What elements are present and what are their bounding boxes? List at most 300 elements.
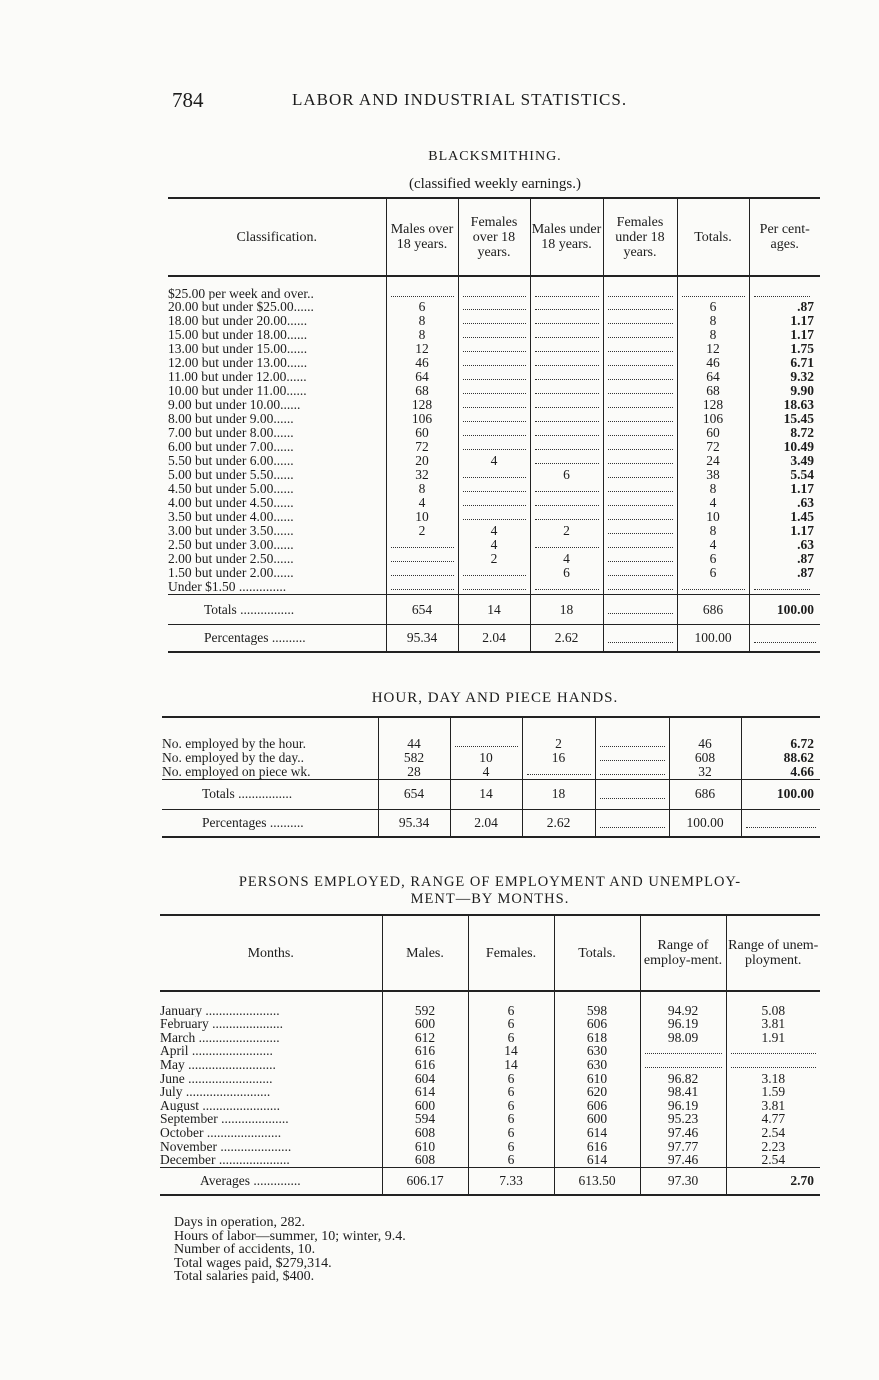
row-label: Under $1.50 .............. bbox=[168, 580, 287, 595]
table-row bbox=[168, 482, 820, 496]
table-cell: 2.54 bbox=[726, 1126, 820, 1140]
table-cell: 598 bbox=[554, 991, 640, 1017]
table-cell: 6 bbox=[468, 1085, 554, 1099]
row-label: December ..................... bbox=[160, 1153, 290, 1168]
table-cell: 15.45 bbox=[749, 412, 820, 426]
col-header-males-over-18: Males over 18 years. bbox=[386, 198, 458, 276]
table-cell: 106 bbox=[677, 412, 749, 426]
dot-leader bbox=[608, 398, 673, 408]
table-row bbox=[168, 356, 820, 370]
dot-leader bbox=[608, 454, 673, 464]
table-cell: .63 bbox=[749, 496, 820, 510]
dot-leader bbox=[608, 580, 673, 590]
table-cell: 612 bbox=[382, 1031, 468, 1045]
col-header-classification: Classification. bbox=[236, 229, 317, 245]
dot-leader bbox=[535, 426, 599, 436]
page-number: 784 bbox=[172, 88, 204, 112]
percentages-row bbox=[162, 809, 820, 837]
table-cell bbox=[458, 496, 530, 510]
table-row bbox=[160, 991, 820, 1017]
table-cell: 600 bbox=[382, 1099, 468, 1113]
totals-row bbox=[162, 779, 820, 809]
table-cell bbox=[458, 276, 530, 300]
dot-leader bbox=[608, 524, 673, 534]
table-cell: 96.19 bbox=[640, 1017, 726, 1031]
dot-leader bbox=[535, 356, 599, 366]
table-cell: 128 bbox=[386, 398, 458, 412]
dot-leader bbox=[391, 566, 454, 576]
table-cell: 6.72 bbox=[741, 737, 820, 751]
table-row bbox=[168, 580, 820, 594]
dot-leader bbox=[391, 552, 454, 562]
table-cell: 2.04 bbox=[450, 809, 522, 837]
table-cell: 606 bbox=[554, 1099, 640, 1113]
table-cell: 613.50 bbox=[554, 1167, 640, 1195]
table-cell: 18.63 bbox=[749, 398, 820, 412]
table-cell: 6 bbox=[468, 1140, 554, 1154]
table-cell bbox=[741, 809, 820, 837]
dot-leader bbox=[535, 314, 599, 324]
col-header-totals: Totals. bbox=[677, 198, 749, 276]
dot-leader bbox=[463, 384, 526, 394]
table-cell bbox=[386, 276, 458, 300]
table-row bbox=[168, 276, 820, 300]
percentages-row-label: Percentages .......... bbox=[204, 630, 306, 646]
table-cell bbox=[458, 398, 530, 412]
table-cell: 8 bbox=[386, 314, 458, 328]
dot-leader bbox=[645, 1058, 722, 1068]
table-cell bbox=[386, 566, 458, 580]
table-cell: 97.77 bbox=[640, 1140, 726, 1154]
table-cell: 608 bbox=[669, 751, 741, 765]
table-row bbox=[168, 524, 820, 538]
totals-row bbox=[168, 594, 820, 624]
table-cell bbox=[530, 426, 603, 440]
table-cell: 620 bbox=[554, 1085, 640, 1099]
dot-leader bbox=[535, 300, 599, 310]
months-table bbox=[160, 914, 820, 1196]
table-cell: 97.46 bbox=[640, 1153, 726, 1167]
dot-leader bbox=[608, 342, 673, 352]
dot-leader bbox=[463, 580, 526, 590]
table-cell bbox=[530, 356, 603, 370]
table-cell: 2 bbox=[522, 737, 595, 751]
table-cell: 4 bbox=[450, 765, 522, 779]
dot-leader bbox=[682, 287, 745, 297]
table-cell: 2.23 bbox=[726, 1140, 820, 1154]
dot-leader bbox=[455, 737, 518, 747]
table-cell bbox=[530, 580, 603, 594]
table-cell bbox=[603, 624, 677, 652]
table-cell: 72 bbox=[386, 440, 458, 454]
row-label: 20.00 but under $25.00...... bbox=[168, 300, 314, 315]
table-cell: 9.32 bbox=[749, 370, 820, 384]
table-cell bbox=[603, 384, 677, 398]
dot-leader bbox=[535, 370, 599, 380]
table-cell: 6 bbox=[468, 1126, 554, 1140]
table-cell: 2.70 bbox=[726, 1167, 820, 1195]
table-cell bbox=[603, 580, 677, 594]
spacer-cell bbox=[522, 717, 595, 737]
table-row bbox=[162, 737, 820, 751]
dot-leader bbox=[535, 287, 599, 297]
table-cell: 8 bbox=[386, 328, 458, 342]
table-cell: 128 bbox=[677, 398, 749, 412]
table-cell: .87 bbox=[749, 552, 820, 566]
table-cell: 616 bbox=[554, 1140, 640, 1154]
dot-leader bbox=[754, 287, 811, 297]
table-cell: 96.82 bbox=[640, 1072, 726, 1086]
table-cell bbox=[726, 1058, 820, 1072]
table-cell bbox=[458, 342, 530, 356]
table-cell: 100.00 bbox=[677, 624, 749, 652]
row-label: August ....................... bbox=[160, 1098, 281, 1113]
row-label: 12.00 but under 13.00...... bbox=[168, 356, 308, 371]
table-cell: 4 bbox=[386, 496, 458, 510]
dot-leader bbox=[608, 328, 673, 338]
table-cell: 1.59 bbox=[726, 1085, 820, 1099]
col-header-males: Males. bbox=[382, 915, 468, 991]
col-header-females: Females. bbox=[468, 915, 554, 991]
table-cell bbox=[530, 370, 603, 384]
table-cell: 46 bbox=[669, 737, 741, 751]
table-cell: 98.41 bbox=[640, 1085, 726, 1099]
table-cell: 610 bbox=[382, 1140, 468, 1154]
table-cell bbox=[603, 440, 677, 454]
table-row bbox=[162, 765, 820, 779]
table-cell: 20 bbox=[386, 454, 458, 468]
table-row bbox=[168, 510, 820, 524]
table-cell bbox=[530, 384, 603, 398]
row-label: 3.50 but under 4.00...... bbox=[168, 510, 294, 525]
table-cell: 95.23 bbox=[640, 1112, 726, 1126]
table-cell: 96.19 bbox=[640, 1099, 726, 1113]
row-label: October ...................... bbox=[160, 1126, 282, 1140]
averages-row bbox=[160, 1167, 820, 1195]
table-cell bbox=[458, 384, 530, 398]
table-cell: 686 bbox=[669, 779, 741, 809]
spacer-cell bbox=[741, 717, 820, 737]
totals-row-label: Totals ................ bbox=[204, 601, 295, 617]
table-cell: 14 bbox=[450, 779, 522, 809]
table-cell bbox=[530, 328, 603, 342]
table-cell: 12 bbox=[677, 342, 749, 356]
dot-leader bbox=[608, 287, 673, 297]
dot-leader bbox=[600, 818, 665, 828]
table-cell bbox=[530, 398, 603, 412]
dot-leader bbox=[463, 440, 526, 450]
table-cell bbox=[640, 1058, 726, 1072]
table-cell: 3.81 bbox=[726, 1099, 820, 1113]
dot-leader bbox=[463, 468, 526, 478]
table-cell bbox=[749, 624, 820, 652]
table-cell: 5.08 bbox=[726, 991, 820, 1017]
table-cell: 6 bbox=[468, 991, 554, 1017]
row-label: 9.00 but under 10.00...... bbox=[168, 398, 301, 413]
table-cell bbox=[386, 552, 458, 566]
table-cell bbox=[603, 370, 677, 384]
table-cell bbox=[603, 276, 677, 300]
dot-leader bbox=[608, 384, 673, 394]
table-cell: 1.91 bbox=[726, 1031, 820, 1045]
row-label: 6.00 but under 7.00...... bbox=[168, 440, 294, 455]
table-cell: 44 bbox=[378, 737, 450, 751]
table-cell bbox=[595, 751, 669, 765]
row-label: 3.00 but under 3.50...... bbox=[168, 524, 294, 539]
dot-leader bbox=[608, 633, 673, 643]
table-cell bbox=[640, 1044, 726, 1058]
table-cell: 618 bbox=[554, 1031, 640, 1045]
table-cell: 1.45 bbox=[749, 510, 820, 524]
dot-leader bbox=[645, 1044, 722, 1054]
table-cell: 32 bbox=[386, 468, 458, 482]
table-cell: 46 bbox=[386, 356, 458, 370]
table-cell: 68 bbox=[386, 384, 458, 398]
dot-leader bbox=[608, 300, 673, 310]
table-cell: 1.17 bbox=[749, 328, 820, 342]
table-spacer bbox=[162, 717, 820, 737]
dot-leader bbox=[754, 633, 817, 643]
table-cell: 16 bbox=[522, 751, 595, 765]
table-cell: 88.62 bbox=[741, 751, 820, 765]
table-cell bbox=[458, 426, 530, 440]
table-cell: 686 bbox=[677, 594, 749, 624]
table-row bbox=[160, 1031, 820, 1045]
table-cell bbox=[603, 510, 677, 524]
table-cell: 6 bbox=[386, 300, 458, 314]
table-cell: 100.00 bbox=[741, 779, 820, 809]
dot-leader bbox=[600, 737, 665, 747]
dot-leader bbox=[391, 580, 454, 590]
table-cell bbox=[522, 765, 595, 779]
table-cell bbox=[458, 468, 530, 482]
table-cell: 2.54 bbox=[726, 1153, 820, 1167]
table-cell: 10 bbox=[386, 510, 458, 524]
table-cell: 14 bbox=[468, 1058, 554, 1072]
dot-leader bbox=[608, 566, 673, 576]
table-cell: 616 bbox=[382, 1044, 468, 1058]
dot-leader bbox=[391, 538, 454, 548]
table-cell bbox=[530, 412, 603, 426]
dot-leader bbox=[391, 287, 454, 297]
table-row bbox=[160, 1017, 820, 1031]
dot-leader bbox=[463, 314, 526, 324]
table-cell: 18 bbox=[530, 594, 603, 624]
table-cell bbox=[458, 356, 530, 370]
table-cell bbox=[677, 276, 749, 300]
table-row bbox=[168, 538, 820, 552]
table-cell: 6 bbox=[468, 1099, 554, 1113]
table-cell: 64 bbox=[386, 370, 458, 384]
table-cell bbox=[530, 300, 603, 314]
table-row bbox=[162, 751, 820, 765]
table-cell bbox=[386, 538, 458, 552]
row-label: 10.00 but under 11.00...... bbox=[168, 384, 307, 399]
table-cell: 1.75 bbox=[749, 342, 820, 356]
col-header-females-over-18: Females over 18 years. bbox=[458, 198, 530, 276]
table-row bbox=[168, 328, 820, 342]
table-row bbox=[160, 1099, 820, 1113]
table-cell: 6 bbox=[530, 468, 603, 482]
table-cell bbox=[726, 1044, 820, 1058]
table-cell: 608 bbox=[382, 1126, 468, 1140]
footer-line: Days in operation, 282. bbox=[174, 1215, 306, 1230]
spacer-cell bbox=[669, 717, 741, 737]
table-cell: 6 bbox=[468, 1153, 554, 1167]
table-cell bbox=[458, 370, 530, 384]
table-cell: 95.34 bbox=[378, 809, 450, 837]
table-cell: 592 bbox=[382, 991, 468, 1017]
table-cell: 1.17 bbox=[749, 524, 820, 538]
table-cell: 4.77 bbox=[726, 1112, 820, 1126]
dot-leader bbox=[746, 818, 817, 828]
table-cell bbox=[530, 510, 603, 524]
table-cell: 68 bbox=[677, 384, 749, 398]
table-cell bbox=[603, 356, 677, 370]
dot-leader bbox=[463, 496, 526, 506]
table-cell: 38 bbox=[677, 468, 749, 482]
table-cell bbox=[458, 566, 530, 580]
table-cell: .87 bbox=[749, 566, 820, 580]
table-cell: 95.34 bbox=[386, 624, 458, 652]
table-cell bbox=[677, 580, 749, 594]
table-cell: 8 bbox=[677, 314, 749, 328]
table-cell bbox=[603, 482, 677, 496]
table-cell: 32 bbox=[669, 765, 741, 779]
row-label: September .................... bbox=[160, 1112, 289, 1127]
col-header-males-under-18: Males under 18 years. bbox=[530, 198, 603, 276]
table-cell bbox=[603, 454, 677, 468]
table-cell: 630 bbox=[554, 1058, 640, 1072]
table-cell bbox=[603, 300, 677, 314]
table-cell: 582 bbox=[378, 751, 450, 765]
row-label: February ..................... bbox=[160, 1017, 283, 1031]
table-cell bbox=[603, 398, 677, 412]
dot-leader bbox=[600, 751, 665, 761]
table-cell: 4 bbox=[677, 496, 749, 510]
table-cell: .63 bbox=[749, 538, 820, 552]
col-header-months: Months. bbox=[247, 945, 294, 961]
table-row bbox=[168, 314, 820, 328]
table-cell: 28 bbox=[378, 765, 450, 779]
footer-line: Number of accidents, 10. bbox=[174, 1242, 316, 1257]
table-cell bbox=[458, 510, 530, 524]
table-cell bbox=[530, 342, 603, 356]
table-cell bbox=[530, 454, 603, 468]
table-cell bbox=[603, 426, 677, 440]
table-cell bbox=[749, 580, 820, 594]
table-cell: 8 bbox=[677, 524, 749, 538]
table-row bbox=[160, 1153, 820, 1167]
table-cell: 3.18 bbox=[726, 1072, 820, 1086]
table-cell bbox=[530, 440, 603, 454]
table-cell bbox=[595, 765, 669, 779]
table-cell bbox=[458, 482, 530, 496]
table-cell: 654 bbox=[386, 594, 458, 624]
dot-leader bbox=[608, 604, 673, 614]
table-cell: 2.04 bbox=[458, 624, 530, 652]
table-cell bbox=[603, 566, 677, 580]
table-cell: 6 bbox=[677, 552, 749, 566]
table-cell bbox=[530, 482, 603, 496]
table-cell bbox=[603, 538, 677, 552]
table-cell: 8 bbox=[386, 482, 458, 496]
table-cell: 100.00 bbox=[669, 809, 741, 837]
table-row bbox=[168, 440, 820, 454]
table-row bbox=[168, 552, 820, 566]
dot-leader bbox=[463, 370, 526, 380]
table-cell bbox=[603, 524, 677, 538]
table-row bbox=[168, 384, 820, 398]
row-label: No. employed on piece wk. bbox=[162, 765, 311, 779]
dot-leader bbox=[535, 412, 599, 422]
dot-leader bbox=[463, 482, 526, 492]
table-cell bbox=[386, 580, 458, 594]
table-cell: 606.17 bbox=[382, 1167, 468, 1195]
dot-leader bbox=[608, 552, 673, 562]
row-label: 1.50 but under 2.00...... bbox=[168, 566, 294, 581]
table-cell: 4.66 bbox=[741, 765, 820, 779]
table-cell: 2 bbox=[458, 552, 530, 566]
dot-leader bbox=[600, 765, 665, 775]
table-cell: 46 bbox=[677, 356, 749, 370]
table-cell: 630 bbox=[554, 1044, 640, 1058]
spacer-cell bbox=[595, 717, 669, 737]
dot-leader bbox=[608, 370, 673, 380]
table-row bbox=[168, 342, 820, 356]
dot-leader bbox=[731, 1044, 817, 1054]
dot-leader bbox=[463, 300, 526, 310]
table-row bbox=[168, 412, 820, 426]
table-cell: 7.33 bbox=[468, 1167, 554, 1195]
dot-leader bbox=[600, 789, 665, 799]
table-cell: 14 bbox=[468, 1044, 554, 1058]
table-row bbox=[168, 426, 820, 440]
dot-leader bbox=[608, 412, 673, 422]
table-cell bbox=[458, 440, 530, 454]
table-row bbox=[168, 370, 820, 384]
dot-leader bbox=[535, 580, 599, 590]
table-cell: 72 bbox=[677, 440, 749, 454]
dot-leader bbox=[527, 765, 591, 775]
table-row bbox=[168, 566, 820, 580]
table-cell: 616 bbox=[382, 1058, 468, 1072]
table-row bbox=[168, 300, 820, 314]
table-cell: 10 bbox=[450, 751, 522, 765]
table-cell: 606 bbox=[554, 1017, 640, 1031]
table-cell: 60 bbox=[386, 426, 458, 440]
table-cell bbox=[749, 276, 820, 300]
table-cell: 2.62 bbox=[522, 809, 595, 837]
table-row bbox=[168, 496, 820, 510]
dot-leader bbox=[463, 342, 526, 352]
totals-row-label: Totals ................ bbox=[202, 786, 293, 802]
table-row bbox=[168, 468, 820, 482]
table-row bbox=[160, 1112, 820, 1126]
table-cell bbox=[458, 412, 530, 426]
table-cell bbox=[530, 314, 603, 328]
dot-leader bbox=[608, 468, 673, 478]
section3-title-line2: MENT—BY MONTHS. bbox=[410, 891, 570, 907]
row-label: 15.00 but under 18.00...... bbox=[168, 328, 308, 343]
dot-leader bbox=[463, 510, 526, 520]
row-label: 7.00 but under 8.00...... bbox=[168, 426, 294, 441]
dot-leader bbox=[608, 440, 673, 450]
table-row bbox=[160, 1085, 820, 1099]
table-cell bbox=[603, 468, 677, 482]
table-row bbox=[160, 1140, 820, 1154]
dot-leader bbox=[682, 580, 745, 590]
